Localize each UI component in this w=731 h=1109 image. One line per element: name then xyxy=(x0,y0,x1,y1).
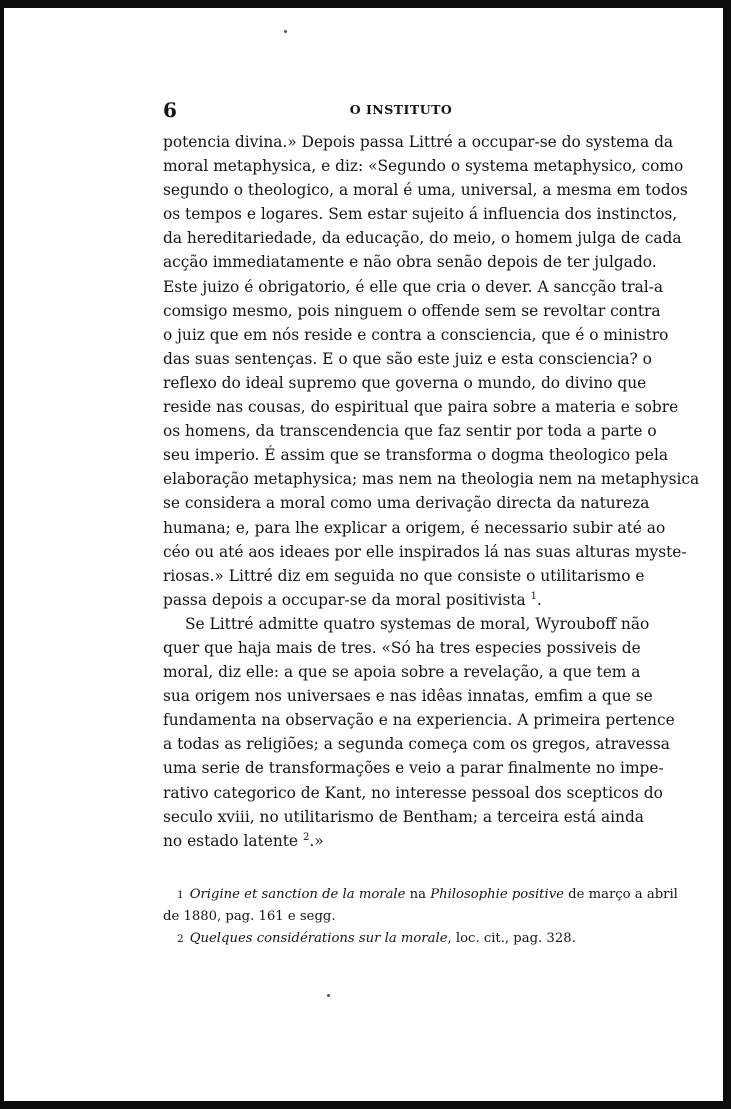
footnote-ref-2: 2 xyxy=(302,831,310,843)
footnote-2-marker: 2 xyxy=(177,933,184,945)
text-line: reflexo do ideal supremo que governa o mundo, do divino que xyxy=(163,373,647,392)
footnote-ref-1: 1 xyxy=(530,590,537,602)
page-header xyxy=(163,98,639,122)
footnote-2-title: Quelques considérations sur la morale xyxy=(189,931,448,946)
footnote-1-marker: 1 xyxy=(177,889,184,901)
text-line: o juiz que em nós reside e contra a consciencia, que é o ministro xyxy=(163,325,669,344)
text-line: se considera a moral como uma derivação directa da natureza xyxy=(163,494,650,513)
text-line: céo ou até aos ideaes por elle inspirados lá nas suas alturas myste- xyxy=(163,542,687,561)
text-line xyxy=(163,829,639,853)
footnote-1-rest: de março a abril xyxy=(563,887,678,902)
paper-speck xyxy=(284,30,287,33)
text-line: humana; e, para lhe explicar a origem, é necessario subir até ao xyxy=(163,518,666,537)
text-line: comsigo mesmo, pois ninguem o offende sem se revoltar contra xyxy=(163,301,661,320)
footnote-1-title: Origine et sanction de la morale xyxy=(189,887,406,902)
text-line: segundo o theologico, a moral é uma, universal, a mesma em todos xyxy=(163,181,688,200)
text-line: reside nas cousas, do espiritual que paira sobre a materia e sobre xyxy=(163,398,679,417)
text-line-content: no estado latente xyxy=(163,831,299,850)
text-line: riosas.» Littré diz em seguida no que consiste o utilitarismo e xyxy=(163,566,645,585)
footnote-1-mid: na xyxy=(405,887,431,902)
text-line: sua origem nos universaes e nas idêas innatas, emfim a que se xyxy=(163,687,653,706)
text-line: os tempos e logares. Sem estar sujeito á influencia dos instinctos, xyxy=(163,205,678,224)
text-line: da hereditariedade, da educação, do meio, o homem julga de cada xyxy=(163,229,682,248)
text-line: a todas as religiões; a segunda começa com os gregos, atravessa xyxy=(163,735,670,754)
text-line: Este juizo é obrigatorio, é elle que cria o dever. A sancção tral-a xyxy=(163,277,664,296)
text-line-content: passa depois a occupar-se da moral positivista xyxy=(163,590,526,609)
text-line: moral, diz elle: a que se apoia sobre a revelação, a que tem a xyxy=(163,663,641,682)
footnote-2 xyxy=(163,928,639,950)
text-line: moral metaphysica, e diz: «Segundo o systema metaphysico, como xyxy=(163,157,684,176)
running-title: O INSTITUTO xyxy=(349,102,453,117)
text-line: quer que haja mais de tres. «Só ha tres especies possiveis de xyxy=(163,638,641,657)
body-text xyxy=(163,130,700,853)
text-line: os homens, da transcendencia que faz sentir por toda a parte o xyxy=(163,422,657,441)
text-line: elaboração metaphysica; mas nem na theologia nem na metaphysica xyxy=(163,470,700,489)
page-number: 6 xyxy=(163,98,177,122)
text-line: seculo xviii, no utilitarismo de Bentham; a terceira está ainda xyxy=(163,807,644,826)
text-line: seu imperio. É assim que se transforma o dogma theologico pela xyxy=(163,446,669,465)
footnotes xyxy=(163,884,678,950)
text-line: fundamenta na observação e na experiencia. A primeira pertence xyxy=(163,711,675,730)
footnote-1-line2: de 1880, pag. 161 e segg. xyxy=(163,909,336,924)
footnote-ref-2-punct: .» xyxy=(309,831,324,850)
footnote-1 xyxy=(163,884,678,906)
text-line: potencia divina.» Depois passa Littré a occupar-se do systema da xyxy=(163,133,674,151)
text-line: acção immediatamente e não obra senão depois de ter julgado. xyxy=(163,253,657,272)
footnote-2-rest: , loc. cit., pag. 328. xyxy=(447,931,576,946)
text-line: rativo categorico de Kant, no interesse pessoal dos scepticos do xyxy=(163,783,663,802)
paragraph-first-line: Se Littré admitte quatro systemas de moral, Wyrouboff não xyxy=(185,614,650,633)
text-line xyxy=(163,588,639,612)
paper-speck xyxy=(327,994,330,997)
footnote-1-journal: Philosophie positive xyxy=(430,887,564,902)
footnote-ref-1-punct: . xyxy=(536,590,542,609)
text-line: uma serie de transformações e veio a parar finalmente no impe- xyxy=(163,759,664,778)
text-line: das suas sentenças. E o que são este juiz e esta consciencia? o xyxy=(163,349,652,368)
